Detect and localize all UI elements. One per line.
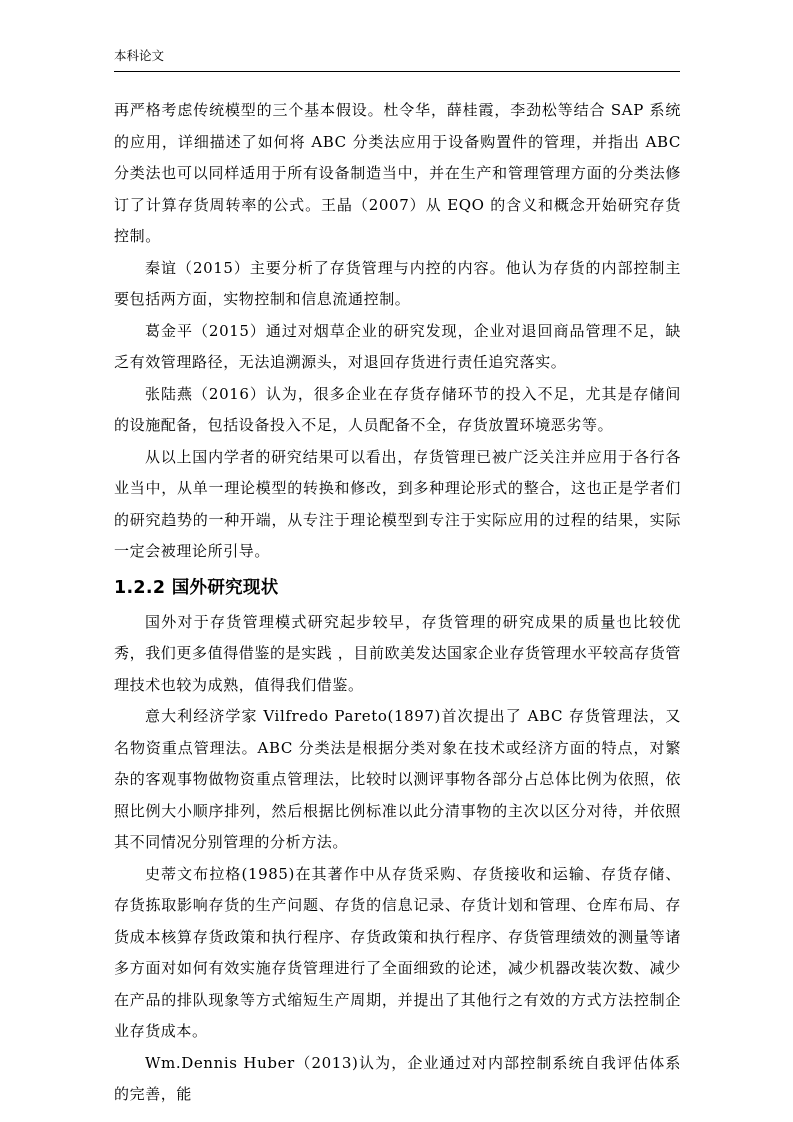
paragraph-foreign-overview: 国外对于存货管理模式研究起步较早，存货管理的研究成果的质量也比较优秀，我们更多值得借鉴的是实践 ，目前欧美发达国家企业存货管理水平较高存货管理技术也较为成熟，值得我们借鉴。 (114, 612, 681, 694)
header-title: 本科论文 (114, 48, 165, 63)
paragraph-qin-yi: 秦谊（2015）主要分析了存货管理与内控的内容。他认为存货的内部控制主要包括两方面，实物控制和信息流通控制。 (114, 258, 681, 308)
document-body (114, 95, 681, 1111)
section-heading: 1.2.2 国外研究现状 (114, 577, 279, 598)
paragraph-zhang-luyan: 张陆燕（2016）认为，很多企业在存货存储环节的投入不足，尤其是存储间的设施配备，包括设备投入不足，人员配备不全，存货放置环境恶劣等。 (114, 384, 681, 434)
paragraph-huber: Wm.Dennis Huber（2013)认为，企业通过对内部控制系统自我评估体系的完善，能 (114, 1053, 681, 1103)
paragraph-continuation: 再严格考虑传统模型的三个基本假设。杜令华，薛桂霞，李劲松等结合 SAP 系统的应用，详细描述了如何将 ABC 分类法应用于设备购置件的管理，并指出 ABC 分类法也可以同样适用于所有设备制造当中，并在生产和管理管理方面的分类法修订了计算存货周转率的公式。王晶（2007）从 EQO 的含义和概念开始研究存货控制。 (114, 101, 681, 245)
paragraph-bragg: 史蒂文布拉格(1985)在其著作中从存货采购、存货接收和运输、存货存储、存货拣取影响存货的生产问题、存货的信息记录、存货计划和管理、仓库布局、存货成本核算存货政策和执行程序、存货政策和执行程序、存货管理绩效的测量等诸多方面对如何有效实施存货管理进行了全面细致的论述，减少机器改装次数、减少在产品的排队现象等方式缩短生产周期，并提出了其他行之有效的方式方法控制企业存货成本。 (114, 864, 681, 1040)
paragraph-domestic-summary: 从以上国内学者的研究结果可以看出，存货管理已被广泛关注并应用于各行各业当中，从单一理论模型的转换和修改，到多种理论形式的整合，这也正是学者们的研究趋势的一种开端，从专注于理论模型到专注于实际应用的过程的结果，实际一定会被理论所引导。 (114, 447, 681, 560)
paragraph-pareto: 意大利经济学家 Vilfredo Pareto(1897)首次提出了 ABC 存货管理法，又名物资重点管理法。ABC 分类法是根据分类对象在技术或经济方面的特点，对繁杂的客观事物做物资重点管理法，比较时以测评事物各部分占总体比例为依照，依照比例大小顺序排列，然后根据比例标准以此分清事物的主次以区分对待，并依照其不同情况分别管理的分析方法。 (114, 707, 681, 851)
paragraph-ge-jinping: 葛金平（2015）通过对烟草企业的研究发现，企业对退回商品管理不足，缺乏有效管理路径，无法追溯源头，对退回存货进行责任追究落实。 (114, 321, 681, 371)
page-header (114, 47, 680, 72)
